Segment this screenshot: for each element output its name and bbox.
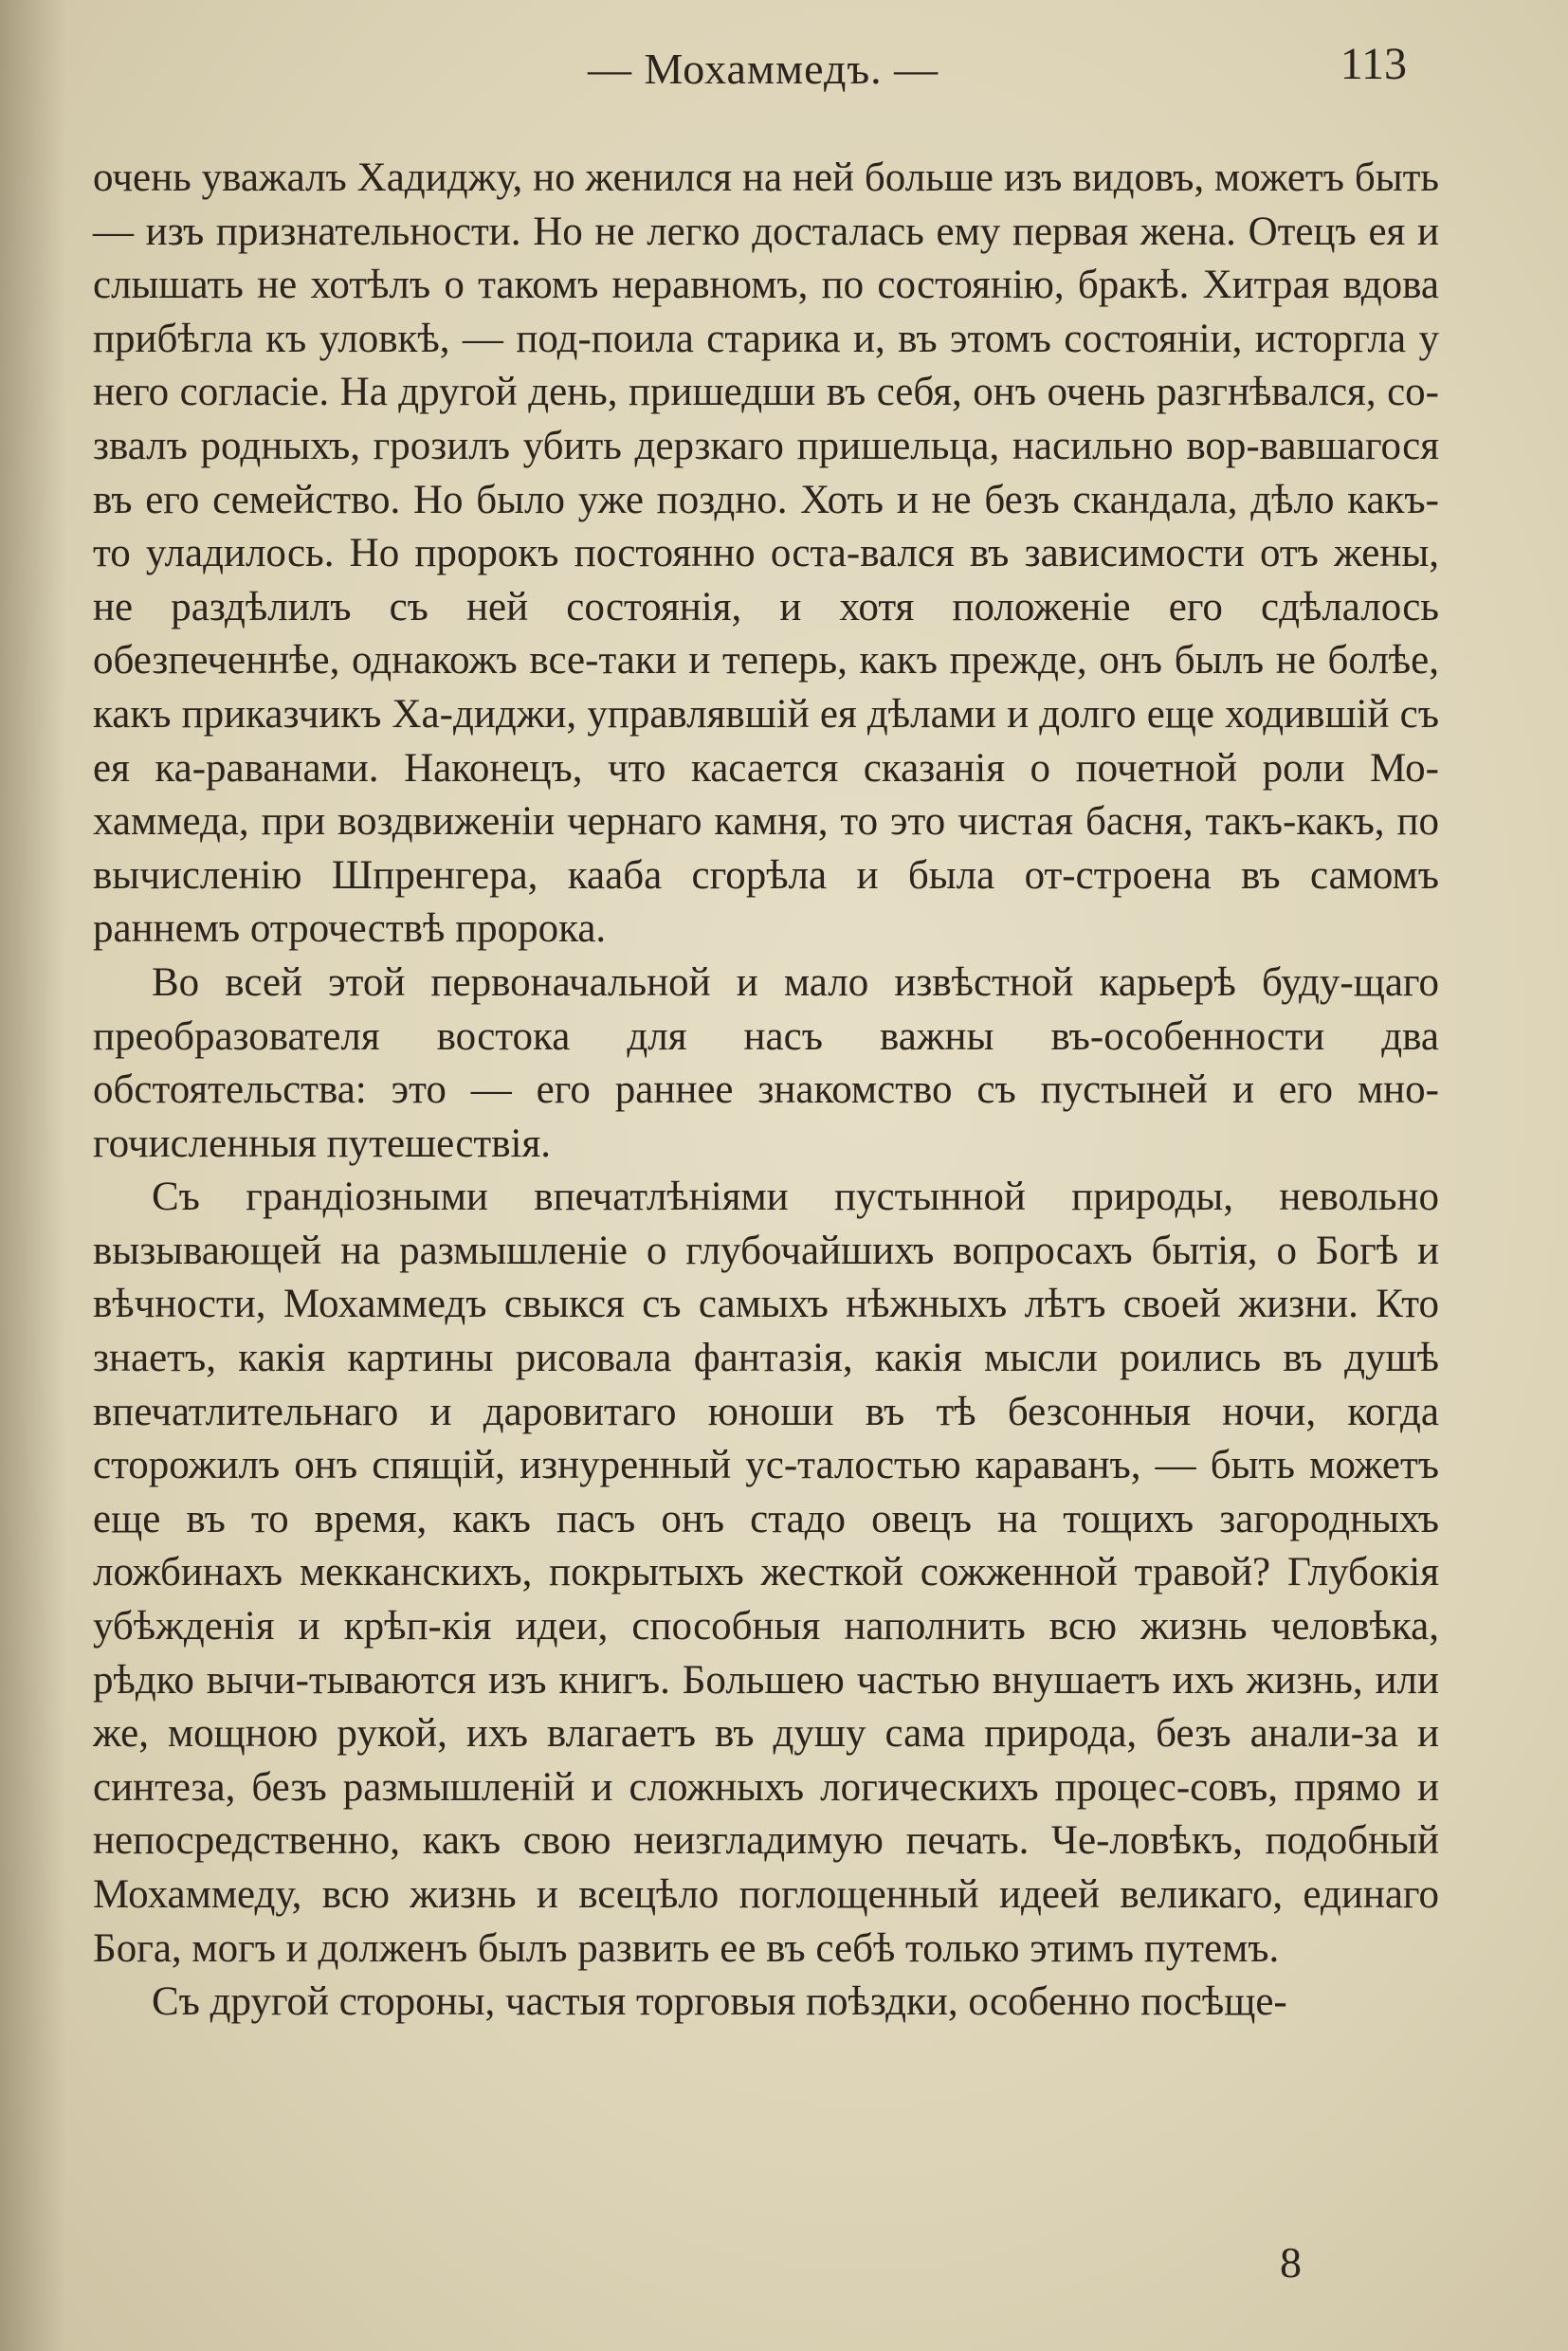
running-head: — Мохаммедъ. — [588, 45, 939, 93]
paragraph-4: Съ другой стороны, частыя торговыя поѣздки, особенно посѣще- [152, 1979, 1287, 2025]
page-number: 113 [1340, 39, 1407, 89]
signature-mark: 8 [1280, 2238, 1302, 2287]
body-text [93, 152, 1439, 2030]
page-header [95, 38, 1435, 104]
paragraph-3: Съ грандіозными впечатлѣніями пустынной природы, невольно вызывающей на размышленіе о глубочайшихъ вопросахъ бытія, о Богѣ и вѣчности, Мохаммедъ свыкся съ самыхъ нѣжныхъ лѣтъ своей жизни. Кто знаетъ, какія картины рисовала фантазія, какія мысли роились въ душѣ впечатлительнаго и даровитаго юноши въ тѣ безсонныя ночи, когда сторожилъ онъ спящій, изнуренный ус-талостью караванъ, — быть можетъ еще въ то время, какъ пасъ онъ стадо овецъ на тощихъ загородныхъ ложбинахъ мекканскихъ, покрытыхъ жесткой сожженной травой? Глубокія убѣжденія и крѣп-кія идеи, способныя наполнить всю жизнь человѣка, рѣдко вычи-тываются изъ книгъ. Большею частью внушаетъ ихъ жизнь, или же, мощною рукой, ихъ влагаетъ въ душу сама природа, безъ анали-за и синтеза, безъ размышленій и сложныхъ логическихъ процес-совъ, прямо и непосредственно, какъ свою неизгладимую печать. Че-ловѣкъ, подобный Мохаммеду, всю жизнь и всецѣло поглощенный идеей великаго, единаго Бога, могъ и долженъ былъ развить ее въ себѣ только этимъ путемъ. [93, 1175, 1439, 1971]
binding-gutter-shadow [0, 0, 66, 2351]
paragraph-1: очень уважалъ Хадиджу, но женился на ней больше изъ видовъ, можетъ быть — изъ признательности. Но не легко досталась ему первая жена. Отецъ ея и слышать не хотѣлъ о такомъ неравномъ, по состоянію, бракѣ. Хитрая вдова прибѣгла къ уловкѣ, — под-поила старика и, въ этомъ состояніи, исторгла у него согласіе. На другой день, пришедши въ себя, онъ очень разгнѣвался, со-звалъ родныхъ, грозилъ убить дерзкаго пришельца, насильно вор-вавшагося въ его семейство. Но было уже поздно. Хоть и не безъ скандала, дѣло какъ-то уладилось. Но пророкъ постоянно оста-вался въ зависимости отъ жены, не раздѣлилъ съ ней состоянія, и хотя положеніе его сдѣлалось обезпеченнѣе, однакожъ все-таки и теперь, какъ прежде, онъ былъ не болѣе, какъ приказчикъ Ха-диджи, управлявшій ея дѣлами и долго еще ходившій съ ея ка-раванами. Наконецъ, что касается сказанія о почетной роли Мо-хаммеда, при воздвиженіи чернаго камня, то это чистая басня, такъ-какъ, по вычисленію Шпренгера, кааба сгорѣла и была от-строена въ самомъ раннемъ отрочествѣ пророка. [93, 155, 1439, 952]
paragraph-2: Во всей этой первоначальной и мало извѣстной карьерѣ буду-щаго преобразователя востока для насъ важны въ-особенности два обстоятельства: это — его раннее знакомство съ пустыней и его мно-гочисленныя путешествія. [93, 959, 1439, 1166]
